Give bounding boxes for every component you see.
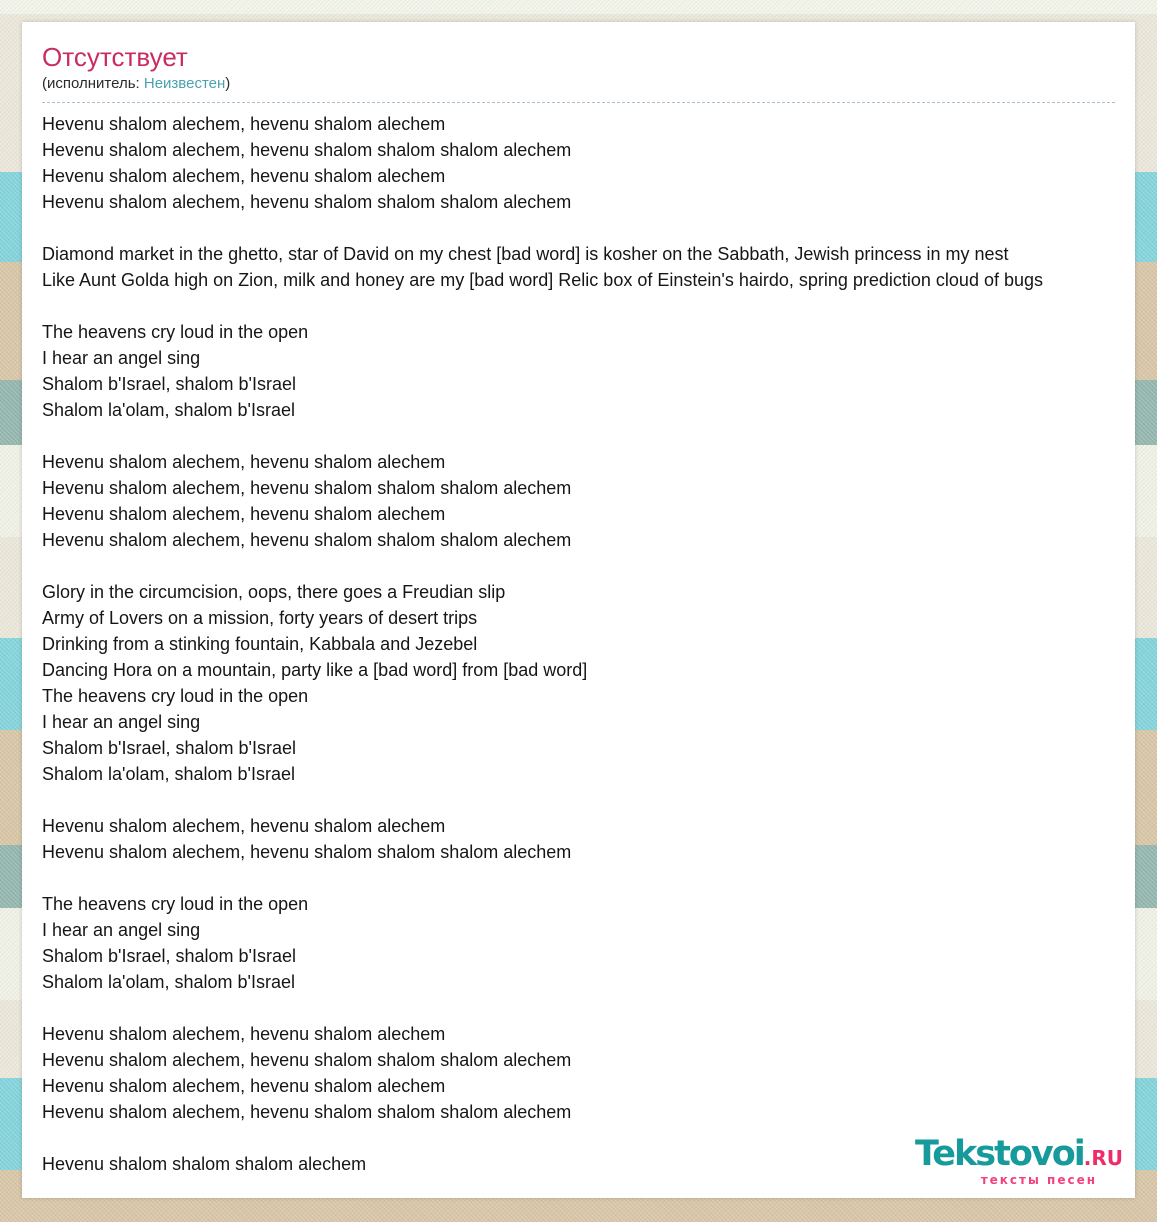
lyric-line: Like Aunt Golda high on Zion, milk and honey are my [bad word] Relic box of Einstein's hairdo, spring prediction cloud of bugs [42,270,1044,290]
lyric-line: Hevenu shalom alechem, hevenu shalom shalom shalom alechem [42,842,572,862]
artist-label: (исполнитель: [42,75,144,92]
stanza [42,579,1115,787]
artist-line [42,74,1115,103]
lyric-line: I hear an angel sing [42,712,201,732]
lyric-line: Hevenu shalom alechem, hevenu shalom shalom shalom alechem [42,192,572,212]
artist-close-paren: ) [225,75,231,92]
lyric-line: Hevenu shalom alechem, hevenu shalom alechem [42,1024,446,1044]
stanza [42,813,1115,865]
lyric-line: Hevenu shalom alechem, hevenu shalom shalom shalom alechem [42,530,572,550]
lyric-line: Hevenu shalom alechem, hevenu shalom shalom shalom alechem [42,1102,572,1122]
stanza [42,449,1115,553]
site-logo[interactable] [915,1134,1123,1187]
lyric-line: Hevenu shalom alechem, hevenu shalom alechem [42,816,446,836]
lyric-line: Dancing Hora on a mountain, party like a [bad word] from [bad word] [42,660,588,680]
lyrics [42,111,1115,1177]
lyric-line: Shalom la'olam, shalom b'Israel [42,400,295,420]
site-logo-tld[interactable]: .RU [1083,1146,1123,1170]
lyric-line: Shalom la'olam, shalom b'Israel [42,972,295,992]
lyric-line: Diamond market in the ghetto, star of David on my chest [bad word] is kosher on the Sabbath, Jewish princess in my nest [42,244,1009,264]
lyric-line: Hevenu shalom alechem, hevenu shalom alechem [42,1076,446,1096]
lyric-line: Glory in the circumcision, oops, there goes a Freudian slip [42,582,506,602]
lyric-line: Drinking from a stinking fountain, Kabbala and Jezebel [42,634,478,654]
lyric-line: I hear an angel sing [42,920,201,940]
stanza [42,111,1115,215]
lyric-line: Hevenu shalom shalom shalom alechem [42,1154,367,1174]
stanza [42,319,1115,423]
lyric-line: The heavens cry loud in the open [42,322,309,342]
site-logo-brand[interactable]: Tekstovoi [915,1134,1084,1174]
stanza [42,241,1115,293]
lyric-line: Army of Lovers on a mission, forty years of desert trips [42,608,478,628]
site-logo-wordmark[interactable] [915,1134,1123,1174]
lyric-line: Shalom b'Israel, shalom b'Israel [42,738,296,758]
lyric-line: Hevenu shalom alechem, hevenu shalom alechem [42,114,446,134]
site-logo-tagline: тексты песен [980,1173,1097,1187]
lyric-line: I hear an angel sing [42,348,201,368]
stanza [42,891,1115,995]
artist-link[interactable]: Неизвестен [143,75,226,92]
lyric-line: The heavens cry loud in the open [42,686,309,706]
lyric-line: Hevenu shalom alechem, hevenu shalom shalom shalom alechem [42,1050,572,1070]
lyric-line: Shalom b'Israel, shalom b'Israel [42,374,296,394]
lyric-line: Hevenu shalom alechem, hevenu shalom shalom shalom alechem [42,478,572,498]
lyrics-card [22,22,1135,1198]
lyric-line: Shalom la'olam, shalom b'Israel [42,764,295,784]
lyric-line: Hevenu shalom alechem, hevenu shalom alechem [42,452,446,472]
card-content [22,22,1135,1177]
lyric-line: The heavens cry loud in the open [42,894,309,914]
lyric-line: Shalom b'Israel, shalom b'Israel [42,946,296,966]
lyric-line: Hevenu shalom alechem, hevenu shalom alechem [42,504,446,524]
stanza [42,1021,1115,1125]
page-title: Отсутствует [42,42,188,72]
lyric-line: Hevenu shalom alechem, hevenu shalom alechem [42,166,446,186]
lyric-line: Hevenu shalom alechem, hevenu shalom shalom shalom alechem [42,140,572,160]
